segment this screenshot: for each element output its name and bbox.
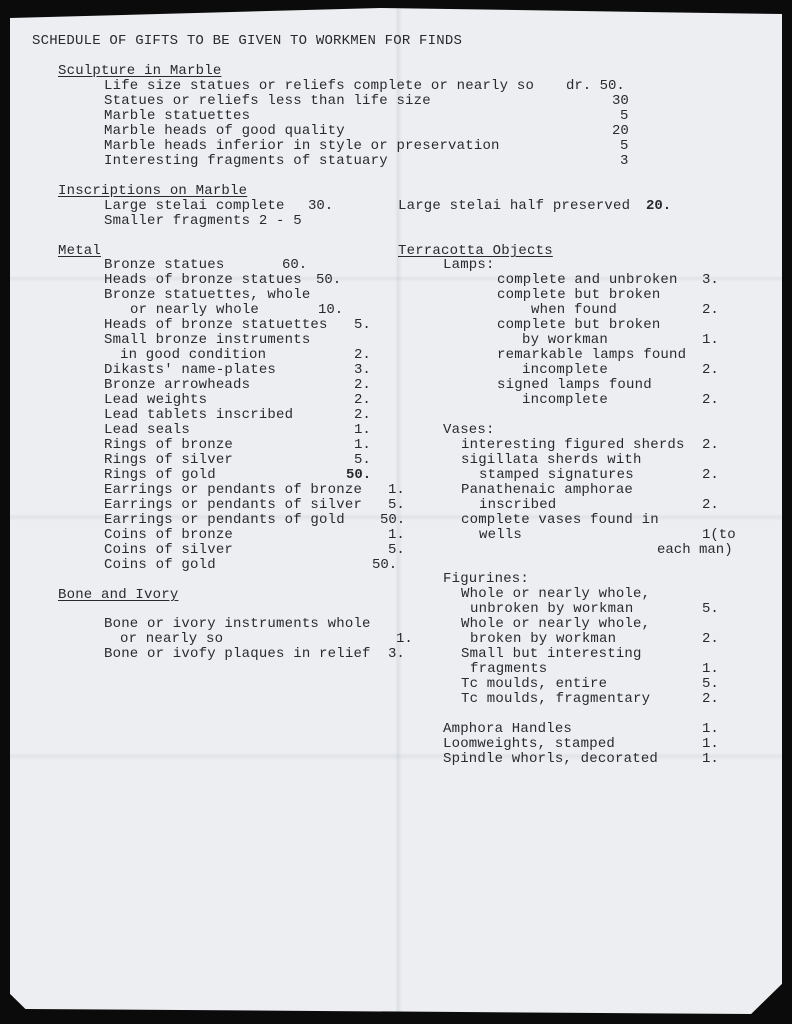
sculpture-item-value: 20 [612,123,629,139]
vases-item-label: wells [479,527,523,543]
bone-item-value: 1. [396,631,413,647]
figurines-item-value: 5. [702,676,719,692]
sculpture-item-value: dr. 50. [566,78,625,94]
metal-item-label: Bronze arrowheads [104,377,251,393]
heading-sculpture: Sculpture in Marble [58,63,222,79]
vases-item-value: 1(to [702,527,736,543]
metal-item-label: Small bronze instruments [104,332,311,348]
vases-item-label: inscribed [479,497,557,513]
lamps-item-label: complete but broken [497,317,661,333]
figurines-item-label: unbroken by workman [470,601,634,617]
metal-item-value: 5. [388,542,405,558]
vases-item-value: each man) [657,542,733,558]
figurines-heading: Figurines: [443,571,530,587]
lamps-item-label: when found [531,302,618,318]
sculpture-item-label: Marble heads inferior in style or preservation [104,138,500,154]
metal-item-value: 1. [388,527,405,543]
sculpture-item-value: 3 [620,153,629,169]
sculpture-item-value: 5 [620,138,629,154]
metal-item-label: Rings of silver [104,452,234,468]
inscriptions-item-label: Large stelai half preserved [398,198,631,214]
figurines-item-value: 2. [702,691,719,707]
metal-item-label: Rings of gold [104,467,216,483]
metal-item-value: 2. [354,407,371,423]
metal-item-label: Coins of gold [104,557,216,573]
metal-item-value: 50. [316,272,342,288]
figurines-item-value: 2. [702,631,719,647]
vases-heading: Vases: [443,422,495,438]
lamps-item-label: complete but broken [497,287,661,303]
metal-item-label: Heads of bronze statues [104,272,302,288]
vases-item-label: stamped signatures [479,467,634,483]
other-item-label: Amphora Handles [443,721,573,737]
inscriptions-item-label: Smaller fragments 2 - 5 [104,213,302,229]
metal-item-value: 1. [354,422,371,438]
vases-item-label: Panathenaic amphorae [461,482,634,498]
lamps-item-label: incomplete [522,362,609,378]
lamps-item-value: 2. [702,302,719,318]
sculpture-item-label: Marble statuettes [104,108,251,124]
vases-item-label: interesting figured sherds [461,437,685,453]
metal-item-value: 5. [388,497,405,513]
metal-item-label: Bronze statuettes, whole [104,287,311,303]
figurines-item-label: Small but interesting [461,646,642,662]
metal-item-label: Earrings or pendants of bronze [104,482,363,498]
heading-terracotta: Terracotta Objects [398,243,553,259]
metal-item-label: Lead seals [104,422,191,438]
sculpture-item-value: 5 [620,108,629,124]
heading-inscriptions: Inscriptions on Marble [58,183,248,199]
other-item-label: Loomweights, stamped [443,736,616,752]
metal-item-label: Rings of bronze [104,437,234,453]
vases-item-value: 2. [702,467,719,483]
heading-metal: Metal [58,243,102,259]
vases-item-value: 2. [702,497,719,513]
metal-item-label: Coins of silver [104,542,234,558]
sculpture-item-label: Marble heads of good quality [104,123,345,139]
other-item-value: 1. [702,721,719,737]
vases-item-label: complete vases found in [461,512,659,528]
lamps-item-label: incomplete [522,392,609,408]
sculpture-item-label: Life size statues or reliefs complete or nearly so [104,78,535,94]
metal-item-value: 1. [354,437,371,453]
metal-item-label: Lead weights [104,392,208,408]
inscriptions-item-label: Large stelai complete [104,198,285,214]
lamps-item-label: by workman [522,332,609,348]
document-title: SCHEDULE OF GIFTS TO BE GIVEN TO WORKMEN FOR FINDS [32,33,463,49]
other-item-value: 1. [702,736,719,752]
metal-item-value: 50. [346,467,372,483]
metal-item-value: 2. [354,392,371,408]
lamps-item-label: complete and unbroken [497,272,678,288]
metal-item-label: Bronze statues [104,257,225,273]
bone-item-label: Bone or ivory instruments whole [104,616,371,632]
metal-item-label: Dikasts' name-plates [104,362,277,378]
bone-item-value: 3. [388,646,405,662]
metal-item-label: Coins of bronze [104,527,234,543]
lamps-item-label: remarkable lamps found [497,347,687,363]
vases-item-value: 2. [702,437,719,453]
lamps-item-value: 2. [702,392,719,408]
figurines-item-label: fragments [470,661,548,677]
lamps-heading: Lamps: [443,257,495,273]
sculpture-item-value: 30 [612,93,629,109]
figurines-item-label: Tc moulds, entire [461,676,608,692]
inscriptions-item-value: 30. [308,198,334,214]
bone-item-label: Bone or ivofy plaques in relief [104,646,371,662]
metal-item-label: or nearly whole [130,302,260,318]
lamps-item-label: signed lamps found [497,377,652,393]
figurines-item-label: Tc moulds, fragmentary [461,691,651,707]
metal-item-value: 5. [354,452,371,468]
metal-item-value: 60. [282,257,308,273]
lamps-item-value: 2. [702,362,719,378]
figurines-item-label: broken by workman [470,631,617,647]
metal-item-value: 2. [354,347,371,363]
figurines-item-value: 5. [702,601,719,617]
figurines-item-value: 1. [702,661,719,677]
metal-item-value: 2. [354,377,371,393]
metal-item-label: in good condition [120,347,267,363]
metal-item-value: 10. [318,302,344,318]
metal-item-label: Earrings or pendants of gold [104,512,345,528]
metal-item-value: 50. [380,512,406,528]
other-item-value: 1. [702,751,719,767]
sculpture-item-label: Statues or reliefs less than life size [104,93,431,109]
metal-item-label: Heads of bronze statuettes [104,317,328,333]
other-item-label: Spindle whorls, decorated [443,751,659,767]
metal-item-label: Earrings or pendants of silver [104,497,363,513]
metal-item-value: 3. [354,362,371,378]
lamps-item-value: 1. [702,332,719,348]
metal-item-value: 50. [372,557,398,573]
heading-bone-ivory: Bone and Ivory [58,587,179,603]
metal-item-value: 1. [388,482,405,498]
sculpture-item-label: Interesting fragments of statuary [104,153,388,169]
figurines-item-label: Whole or nearly whole, [461,586,651,602]
metal-item-label: Lead tablets inscribed [104,407,294,423]
lamps-item-value: 3. [702,272,719,288]
vases-item-label: sigillata sherds with [461,452,642,468]
bone-item-label: or nearly so [120,631,224,647]
metal-item-value: 5. [354,317,371,333]
figurines-item-label: Whole or nearly whole, [461,616,651,632]
inscriptions-item-value: 20. [646,198,672,214]
